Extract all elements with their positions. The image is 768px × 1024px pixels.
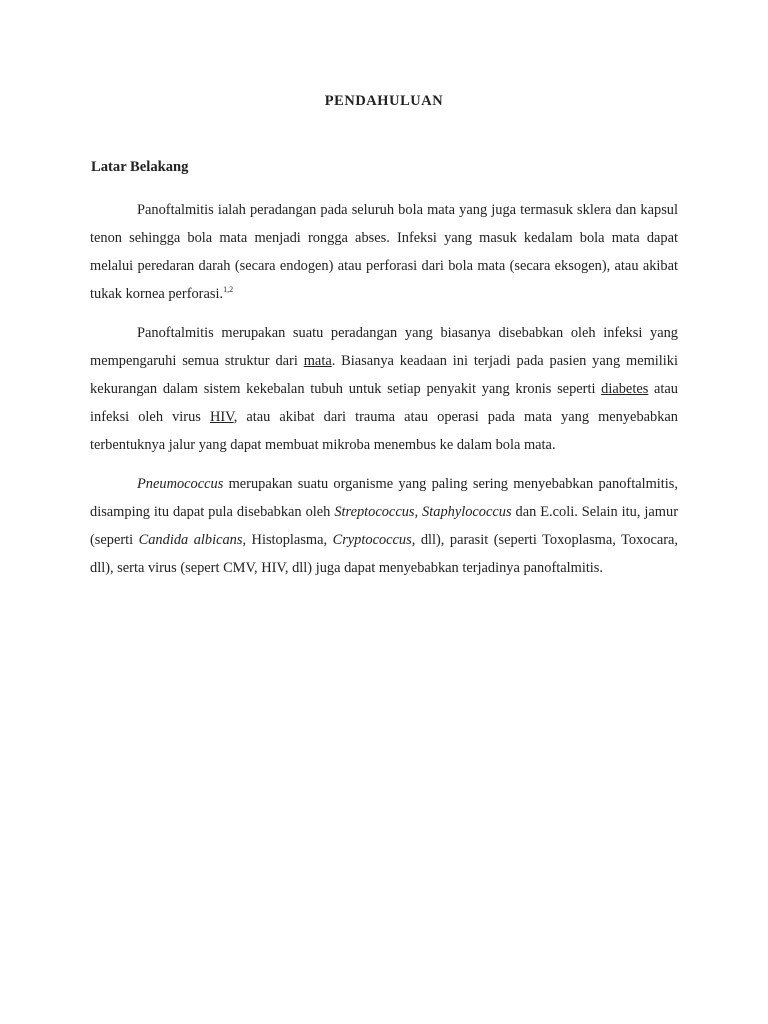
paragraph-2-text-b: . Biasanya keadaan ini terjadi pada pasien yang memiliki kekurangan dalam sistem kekebalan tubuh untuk setiap penyakit yang kronis seperti — [90, 353, 678, 397]
paragraph-3-text-a: merupakan suatu organisme yang paling sering menyebabkan panoftalmitis, disamping itu dapat pula disebabkan oleh — [90, 476, 678, 520]
paragraph-1 — [90, 196, 678, 308]
paragraph-2-text-a: Panoftalmitis merupakan suatu peradangan yang biasanya disebabkan oleh infeksi yang mempengaruhi semua struktur dari — [90, 325, 678, 369]
paragraph-2-text-d: , atau akibat dari trauma atau operasi pada mata yang menyebabkan terbentuknya jalur yang dapat membuat mikroba menembus ke dalam bola mata. — [90, 409, 678, 453]
link-mata[interactable]: mata — [303, 353, 332, 369]
paragraph-2 — [90, 319, 678, 459]
paragraph-3-text-c: , Histoplasma, — [242, 532, 333, 548]
section-heading: Latar Belakang — [91, 159, 189, 175]
paragraph-1-text: Panoftalmitis ialah peradangan pada seluruh bola mata yang juga termasuk sklera dan kapsul tenon sehingga bola mata menjadi rongga abses. Infeksi yang masuk kedalam bola mata dapat melalui peredaran darah (secara endogen) atau perforasi dari bola mata (secara eksogen), atau akibat tukak kornea perforasi. — [90, 202, 678, 302]
paragraph-3-text-d: , dll), parasit (seperti Toxoplasma, Toxocara, dll), serta virus (sepert CMV, HIV, dll) juga dapat menyebabkan terjadinya panoftalmitis. — [90, 532, 678, 576]
citation-superscript: 1,2 — [223, 285, 234, 295]
term-candida-albicans: Candida albicans — [138, 532, 243, 548]
term-cryptococcus: Cryptococcus — [332, 532, 412, 548]
paragraph-3 — [90, 470, 678, 582]
term-pneumococcus: Pneumococcus — [137, 476, 224, 492]
link-hiv[interactable]: HIV — [209, 409, 234, 425]
link-diabetes[interactable]: diabetes — [601, 381, 649, 397]
term-streptococcus-staphylococcus: Streptococcus, Staphylococcus — [334, 504, 512, 520]
document-body — [90, 196, 678, 593]
paragraph-2-text-c: atau infeksi oleh virus — [90, 381, 678, 425]
paragraph-3-text-b: dan E.coli. Selain itu, jamur (seperti — [90, 504, 678, 548]
page-title: PENDAHULUAN — [324, 93, 444, 109]
